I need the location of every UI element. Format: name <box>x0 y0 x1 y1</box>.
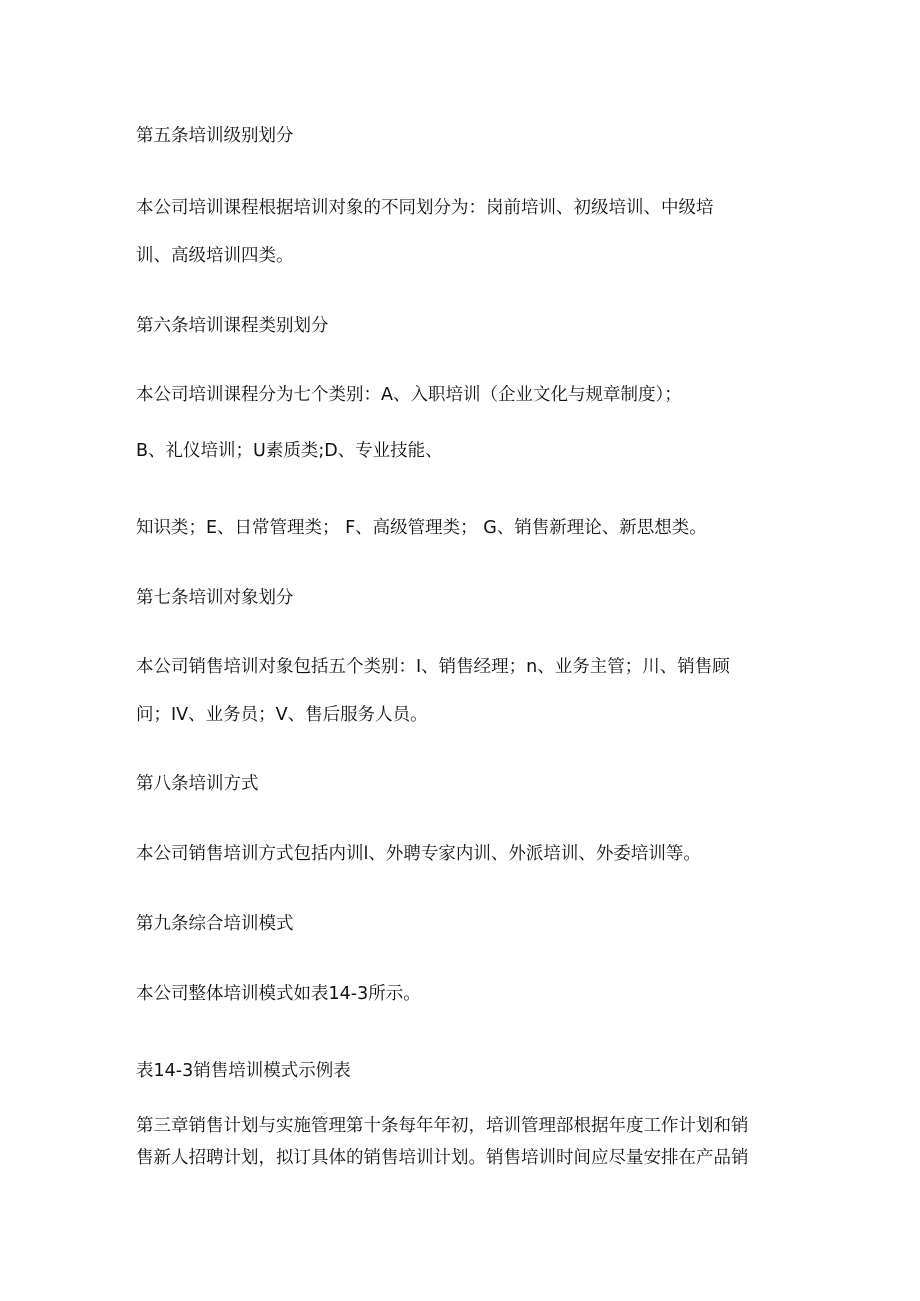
section-heading-6: 第六条培训课程类别划分 <box>136 316 329 336</box>
paragraph-line: B、礼仪培训；U素质类;D、专业技能、 <box>136 441 443 461</box>
section-heading-9: 第九条综合培训模式 <box>136 914 294 934</box>
section-heading-5: 第五条培训级别划分 <box>136 126 294 146</box>
paragraph-line: 本公司销售培训对象包括五个类别：I、销售经理；n、业务主管；川、销售顾 <box>136 657 730 677</box>
section-heading-7: 第七条培训对象划分 <box>136 588 294 608</box>
paragraph-line: 本公司培训课程分为七个类别：A、入职培训（企业文化与规章制度）； <box>136 385 682 405</box>
table-caption: 表14-3销售培训模式示例表 <box>136 1061 351 1081</box>
paragraph-line: 本公司销售培训方式包括内训l、外聘专家内训、外派培训、外委培训等。 <box>136 844 701 864</box>
paragraph-line: 知识类；E、日常管理类； F、高级管理类； G、销售新理论、新思想类。 <box>136 518 707 538</box>
paragraph-line: 售新人招聘计划，拟订具体的销售培训计划。销售培训时间应尽量安排在产品销 <box>136 1148 749 1168</box>
paragraph-line: 第三章销售计划与实施管理第十条每年年初，培训管理部根据年度工作计划和销 <box>136 1116 749 1136</box>
section-heading-8: 第八条培训方式 <box>136 774 259 794</box>
paragraph-line: 问；IV、业务员；V、售后服务人员。 <box>136 705 428 725</box>
paragraph-line: 本公司整体培训模式如表14-3所示。 <box>136 984 421 1004</box>
paragraph-line: 本公司培训课程根据培训对象的不同划分为：岗前培训、初级培训、中级培 <box>136 198 714 218</box>
paragraph-line: 训、高级培训四类。 <box>136 246 294 266</box>
